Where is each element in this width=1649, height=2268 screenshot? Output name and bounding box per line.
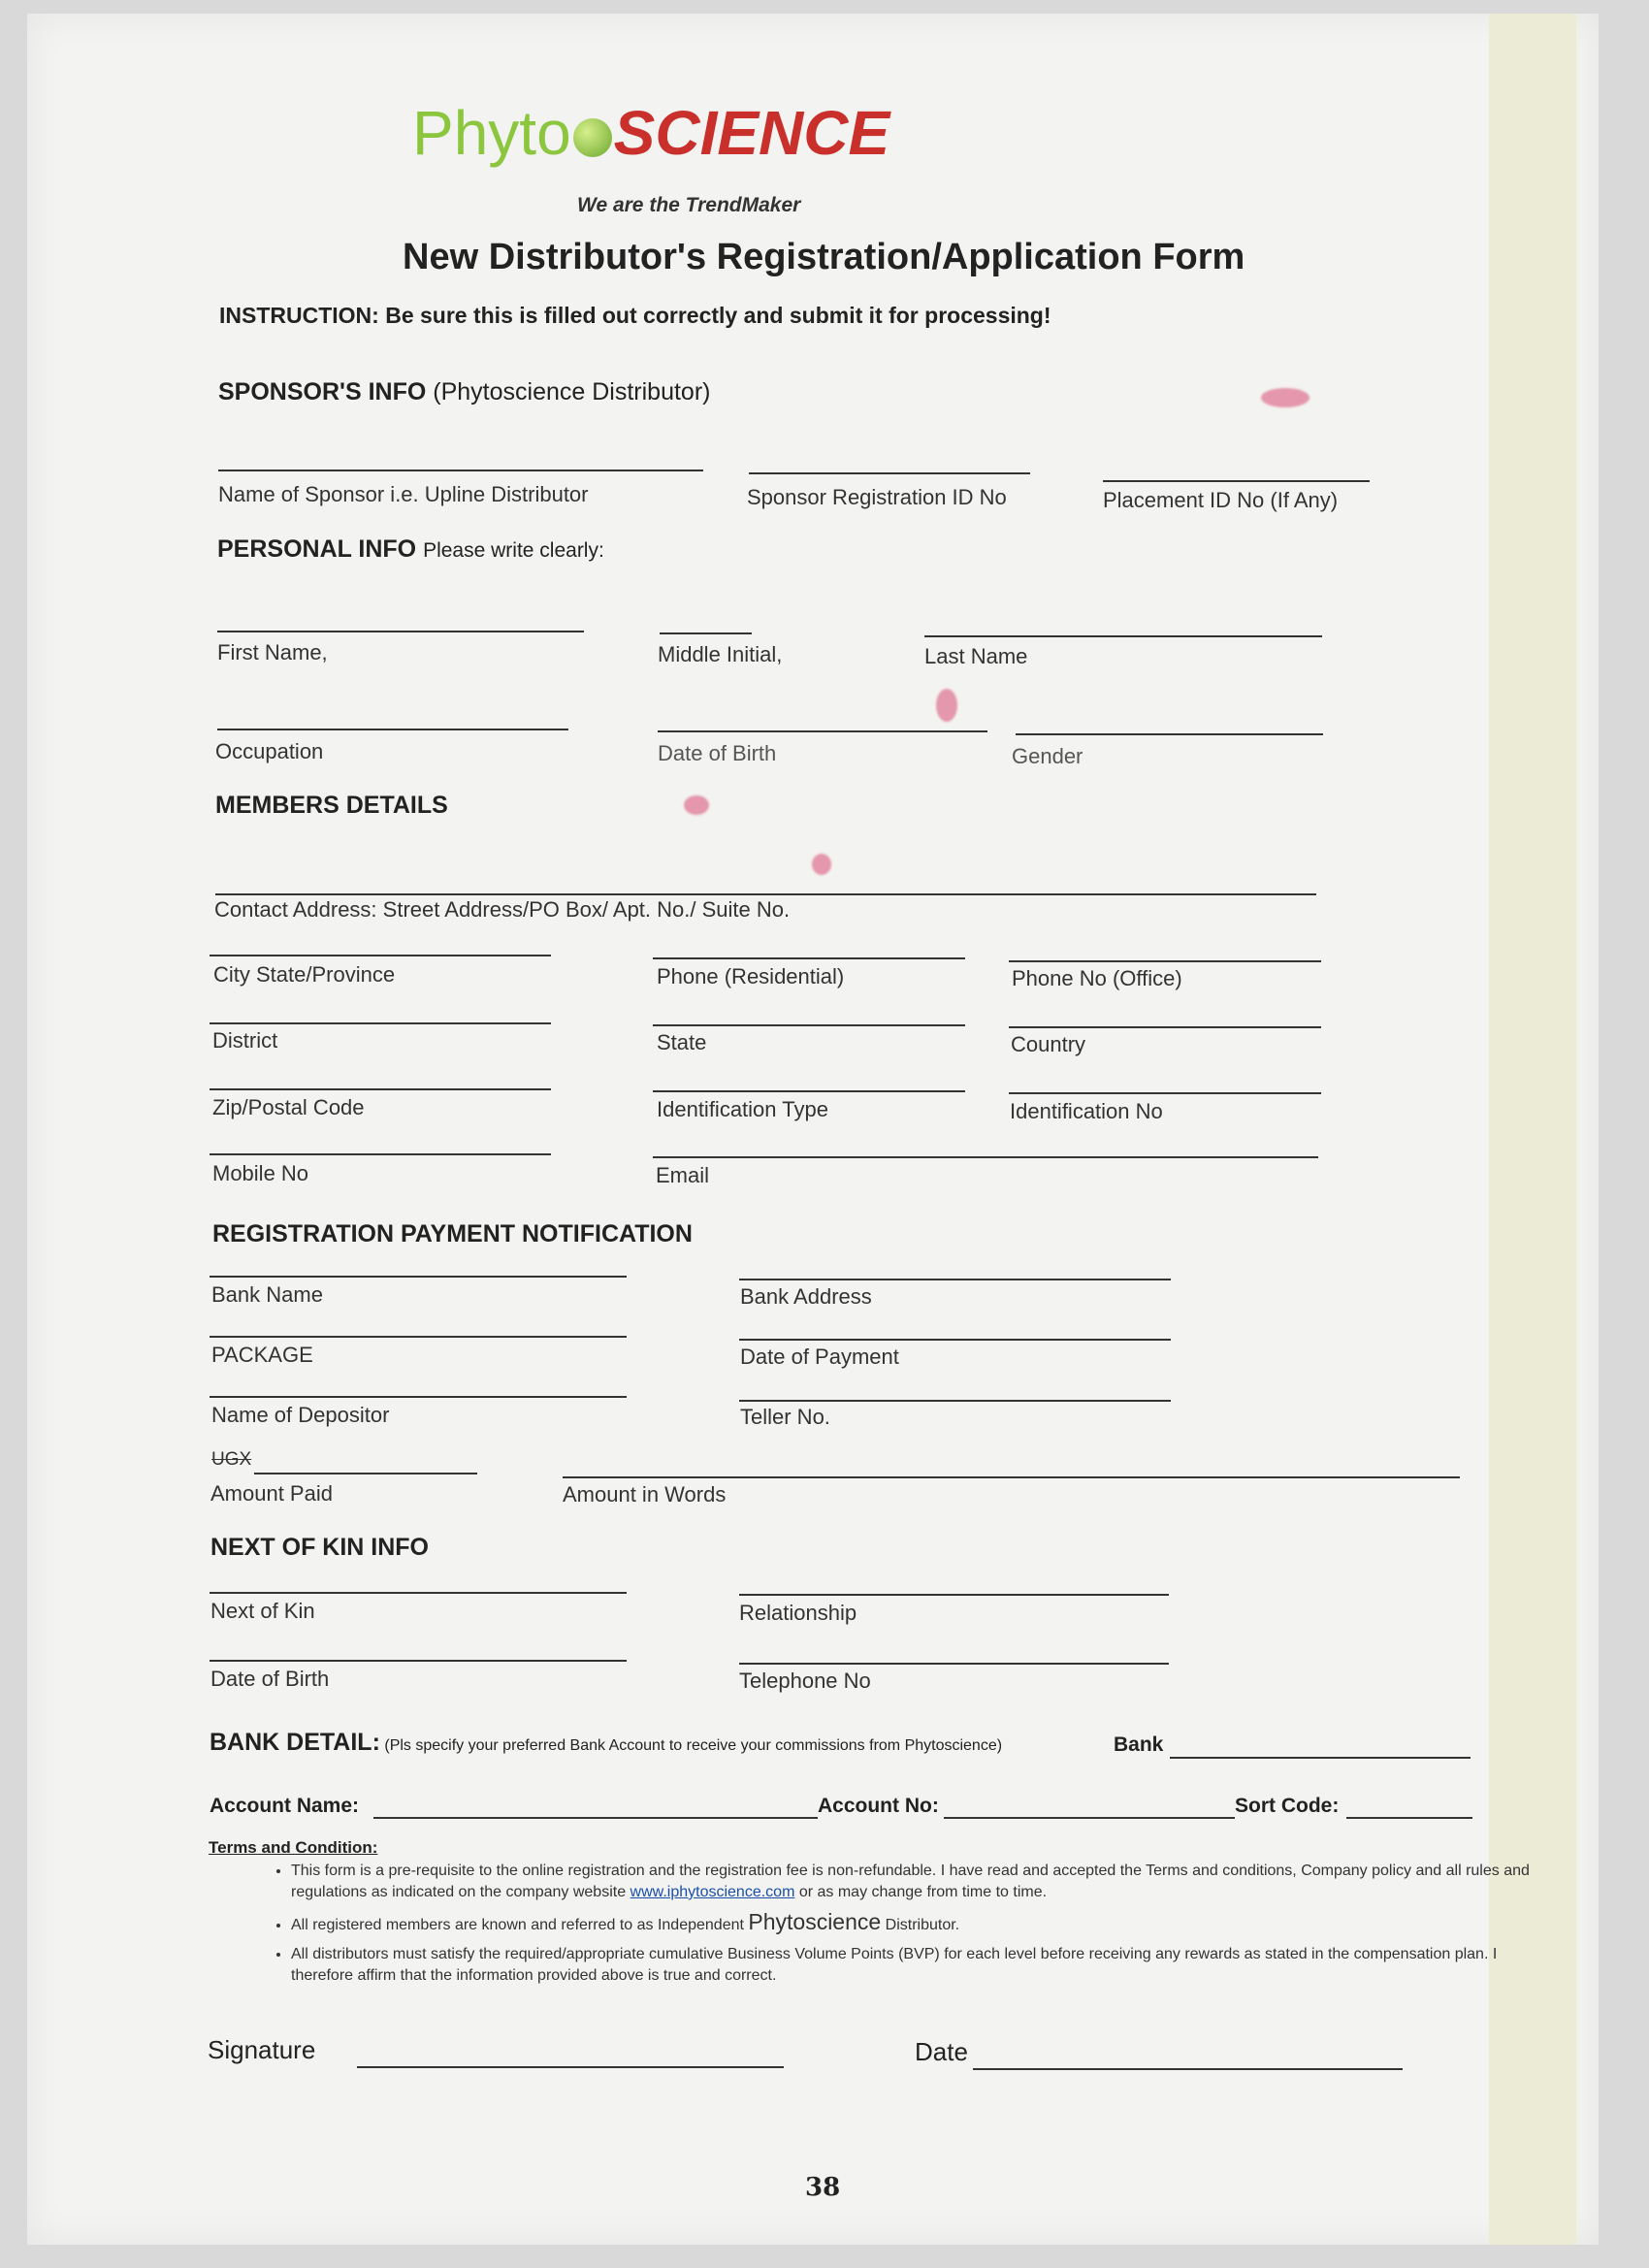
apple-icon (573, 118, 612, 157)
date-label: Date (915, 2037, 968, 2066)
kin-heading: NEXT OF KIN INFO (210, 1534, 429, 1561)
kin-telephone-field[interactable] (739, 1663, 1169, 1665)
kin-dob-field[interactable] (210, 1660, 627, 1662)
kin-dob-label: Date of Birth (210, 1667, 330, 1691)
dob-label: Date of Birth (658, 741, 777, 765)
bank-address-field[interactable] (739, 1279, 1171, 1280)
terms-brand-text: Phytoscience (748, 1909, 882, 1934)
ink-smudge (936, 689, 957, 722)
sponsor-heading-text: SPONSOR'S INFO (218, 378, 427, 405)
commission-bank-field[interactable] (1170, 1757, 1471, 1759)
occupation-field[interactable] (217, 729, 568, 730)
date-of-payment-label: Date of Payment (740, 1345, 899, 1369)
ink-smudge (1261, 388, 1310, 407)
city-label: City State/Province (213, 962, 396, 987)
phone-res-label: Phone (Residential) (657, 964, 845, 988)
signature-field[interactable] (357, 2066, 784, 2068)
members-heading: MEMBERS DETAILS (215, 792, 448, 819)
package-field[interactable] (210, 1336, 627, 1338)
company-logo (412, 97, 889, 169)
signature-date-field[interactable] (973, 2068, 1403, 2070)
city-field[interactable] (210, 955, 551, 956)
account-no-field[interactable] (944, 1817, 1235, 1819)
bank-detail-note: (Pls specify your preferred Bank Account to receive your commissions from Phytoscience) (384, 1737, 1003, 1754)
id-no-label: Identification No (1010, 1099, 1163, 1123)
country-field[interactable] (1009, 1026, 1321, 1028)
email-field[interactable] (653, 1156, 1318, 1158)
terms-item-text: Distributor. (881, 1917, 960, 1933)
contact-address-hint: Street Address/PO Box/ Apt. No./ Suite No. (382, 897, 791, 922)
terms-item (291, 1911, 1562, 1936)
terms-item-text: or as may change from time to time. (794, 1884, 1048, 1900)
bank-detail-heading: BANK DETAIL: (210, 1729, 380, 1756)
relationship-field[interactable] (739, 1594, 1169, 1596)
sponsor-heading (218, 378, 710, 406)
payment-heading: REGISTRATION PAYMENT NOTIFICATION (212, 1220, 693, 1247)
phone-res-field[interactable] (653, 957, 965, 959)
zip-label: Zip/Postal Code (212, 1095, 365, 1119)
terms-item-text: All registered members are known and referred to as Independent (291, 1917, 749, 1933)
gender-field[interactable] (1016, 733, 1323, 735)
logo-text-science: SCIENCE (613, 98, 890, 168)
bank-label: Bank (1114, 1733, 1164, 1756)
amount-words-label: Amount in Words (563, 1482, 727, 1507)
amount-words-field[interactable] (563, 1476, 1460, 1478)
depositor-field[interactable] (210, 1396, 627, 1398)
currency-label: UGX (211, 1449, 252, 1470)
account-name-field[interactable] (373, 1817, 818, 1819)
mobile-label: Mobile No (212, 1161, 309, 1185)
instruction-text: INSTRUCTION: Be sure this is filled out correctly and submit it for processing! (219, 303, 1051, 328)
sponsor-subheading: (Phytoscience Distributor) (433, 378, 711, 405)
teller-label: Teller No. (740, 1405, 830, 1429)
logo-text-phyto: Phyto (412, 98, 571, 168)
kin-telephone-label: Telephone No (739, 1669, 871, 1693)
dob-field[interactable] (658, 730, 987, 732)
account-name-label: Account Name: (210, 1795, 360, 1817)
logo-tagline: We are the TrendMaker (577, 194, 801, 216)
depositor-label: Name of Depositor (211, 1403, 390, 1427)
state-field[interactable] (653, 1024, 965, 1026)
personal-subheading: Please write clearly: (423, 539, 604, 562)
id-type-label: Identification Type (657, 1097, 828, 1121)
first-name-label: First Name, (217, 640, 328, 664)
country-label: Country (1011, 1032, 1086, 1056)
placement-id-label: Placement ID No (If Any) (1103, 488, 1339, 512)
teller-field[interactable] (739, 1400, 1171, 1402)
terms-item (291, 1861, 1562, 1903)
id-no-field[interactable] (1009, 1092, 1321, 1094)
sort-code-label: Sort Code: (1235, 1795, 1340, 1817)
zip-field[interactable] (210, 1088, 551, 1090)
sponsor-name-field[interactable] (218, 470, 703, 471)
sort-code-field[interactable] (1346, 1817, 1472, 1819)
terms-item (291, 1944, 1562, 1987)
personal-heading-text: PERSONAL INFO (217, 535, 417, 563)
terms-list (209, 1861, 1562, 1994)
occupation-label: Occupation (215, 739, 324, 763)
placement-id-field[interactable] (1103, 480, 1370, 482)
terms-item-text: All distributors must satisfy the required/appropriate cumulative Business Volume Points (BVP) for each level before receiving any rewards as stated in the compensation plan. I therefore affirm that the information provided above is true and correct. (291, 1946, 1498, 1984)
contact-address-field[interactable] (215, 893, 1316, 895)
contact-address-label (214, 897, 790, 923)
gender-label: Gender (1012, 744, 1083, 768)
contact-address-text: Contact Address: (214, 897, 377, 922)
middle-initial-label: Middle Initial, (658, 642, 783, 666)
phone-office-label: Phone No (Office) (1012, 966, 1182, 990)
district-label: District (212, 1028, 278, 1053)
email-label: Email (656, 1163, 710, 1187)
sponsor-reg-id-field[interactable] (749, 472, 1030, 474)
relationship-label: Relationship (739, 1601, 857, 1625)
last-name-field[interactable] (924, 635, 1322, 637)
date-of-payment-field[interactable] (739, 1339, 1171, 1341)
district-field[interactable] (210, 1022, 551, 1024)
id-type-field[interactable] (653, 1090, 965, 1092)
package-label: PACKAGE (211, 1343, 313, 1367)
terms-item-text: This form is a pre-requisite to the online registration and the registration fee is non-refundable. I have read and accepted the Terms and conditions, Company policy and all rules and regulations as indicated on the company website (291, 1863, 1530, 1900)
page-number: 38 (805, 2173, 841, 2202)
ink-smudge (684, 795, 709, 815)
state-label: State (657, 1030, 707, 1054)
account-no-label: Account No: (818, 1795, 939, 1817)
sponsor-name-label: Name of Sponsor i.e. Upline Distributor (218, 482, 589, 506)
middle-initial-field[interactable] (660, 632, 752, 634)
amount-paid-field[interactable] (254, 1473, 477, 1474)
phone-office-field[interactable] (1009, 960, 1321, 962)
sponsor-reg-id-label: Sponsor Registration ID No (747, 485, 1007, 509)
company-website-link[interactable]: www.iphytoscience.com (630, 1884, 795, 1900)
terms-heading: Terms and Condition: (209, 1838, 378, 1857)
personal-heading (217, 535, 604, 564)
last-name-label: Last Name (924, 644, 1028, 668)
bank-address-label: Bank Address (740, 1284, 872, 1309)
first-name-field[interactable] (217, 631, 584, 632)
ink-smudge (812, 854, 831, 875)
next-of-kin-field[interactable] (210, 1592, 627, 1594)
signature-label: Signature (208, 2035, 316, 2064)
bank-name-field[interactable] (210, 1276, 627, 1278)
next-of-kin-label: Next of Kin (210, 1599, 315, 1623)
form-title: New Distributor's Registration/Application Form (403, 237, 1245, 277)
bank-detail-row (210, 1729, 1002, 1757)
bank-name-label: Bank Name (211, 1282, 323, 1307)
amount-paid-label: Amount Paid (210, 1481, 333, 1506)
mobile-field[interactable] (210, 1153, 551, 1155)
